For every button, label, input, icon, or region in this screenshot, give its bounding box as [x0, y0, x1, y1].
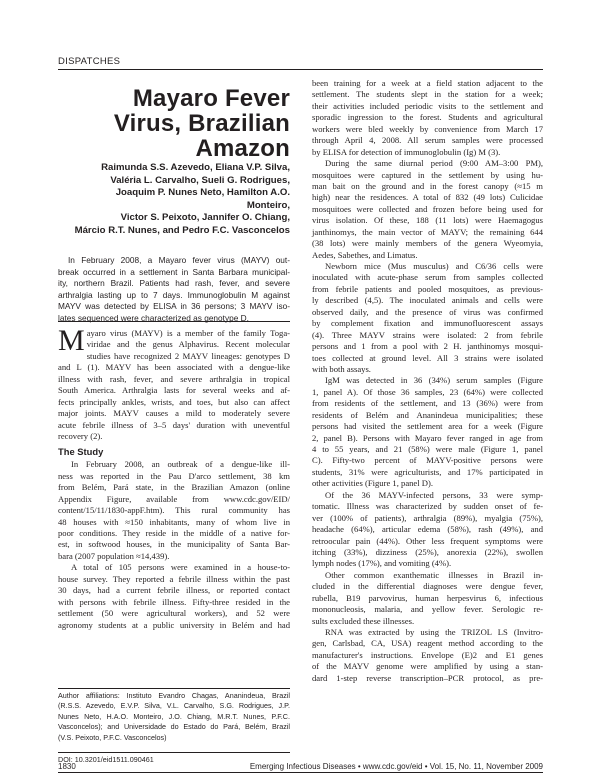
text-line: sults excluded these illnesses.: [312, 615, 415, 626]
text-line: by complement fixation and immunofluorescent assays: [312, 318, 543, 329]
text-line: 30 days, had a current febrile illness, or reported contact: [58, 585, 290, 596]
abstract-line: break occurred in a settlement in Santa Barbara municipal-: [58, 266, 290, 277]
text-line: persons and 1 from a pool with 2 H. janthinomys mosqui-: [312, 341, 543, 352]
paragraph: [312, 375, 543, 489]
text-line: ayaro virus (MAYV) is a member of the family Toga-: [86, 328, 290, 338]
text-line: mosquitoes were collected and frozen before being used for: [312, 203, 543, 214]
title-line: Virus, Brazilian: [113, 110, 290, 137]
drop-cap: M: [58, 324, 85, 357]
text-line: inoculated with acute-phase serum from samples collected: [312, 272, 543, 283]
text-line: their activities included periodic visits to the settlement and: [312, 100, 543, 111]
paragraph: [312, 627, 543, 684]
author-list: [72, 162, 290, 238]
text-line: ness was reported in the Pau D'arco settlement, 38 km: [58, 470, 290, 481]
text-line: lymph nodes (17%), and vomiting (4%).: [312, 558, 452, 569]
text-line: itching (33%), dizziness (25%), anorexia (22%), swollen: [312, 546, 543, 557]
text-line: ver (100% of patients), arthralgia (89%), myalgia (75%),: [312, 512, 543, 523]
text-line: from febrile patients and pooled mosquitoes, as previous-: [312, 283, 543, 294]
doi: DOI: 10.3201/eid1511.090461: [58, 755, 154, 764]
title-line: Mayaro Fever: [132, 85, 290, 112]
text-line: 4 to 55 years, and 21 (58%) were male (Figure 1, panel: [312, 444, 543, 454]
text-line: C). Fifty-two percent of MAYV-positive persons were: [312, 455, 543, 466]
abstract: [58, 255, 290, 324]
abstract-line: arthralgia lasting up to 7 days. Immunoglobulin M against: [58, 289, 290, 300]
paragraph: [312, 78, 543, 158]
text-line: toes collected at ground level. All 3 strains were isolated: [312, 352, 543, 363]
text-line: content/15/11/1830-appF.htm). This rural community has: [58, 505, 290, 516]
left-column: [58, 324, 290, 631]
author-line: Raimunda S.S. Azevedo, Eliana V.P. Silva,: [101, 162, 290, 173]
text-line: est, in softwood houses, in the municipality of Santa Bar-: [58, 539, 290, 550]
text-line: Aedes, Sabethes, and Limatus.: [312, 249, 418, 260]
text-line: tomatic. Illness was characterized by sudden onset of fe-: [312, 501, 543, 512]
text-line: other activities (Figure 1, panel D).: [312, 478, 433, 489]
text-line: observed daily, and the presence of virus was confirmed: [312, 306, 543, 317]
article-title: [60, 86, 290, 161]
affiliation-line: Vasconcelos); and Universidade do Estado do Pará, Belém, Brazil: [58, 722, 290, 732]
text-line: Of the 36 MAYV-infected persons, 33 were symp-: [325, 489, 543, 500]
text-line: acute febrile illness of 3–5 days' duration with uneventful: [58, 419, 290, 430]
text-line: major joints. MAYV causes a mild to moderately severe: [58, 408, 290, 419]
author-line: Márcio R.T. Nunes, and Pedro F.C. Vasconcelos: [74, 224, 290, 236]
text-line: During the same diurnal period (9:00 AM–3:00 PM),: [325, 158, 543, 169]
text-line: studies have recognized 2 MAYV lineages: genotypes D: [86, 350, 290, 361]
footer-journal-info: Emerging Infectious Diseases • www.cdc.gov/eid • Vol. 15, No. 11, November 2009: [249, 762, 543, 771]
paragraph: [312, 490, 543, 570]
text-line: (38 lots) were mainly members of the genera Wyeomyia,: [312, 238, 543, 249]
title-line: Amazon: [195, 135, 290, 162]
text-line: rubella, B19 parvovirus, human herpesvirus 6, infectious: [312, 592, 543, 603]
author-line: Victor S. Peixoto, Jannifer O. Chiang,: [120, 212, 290, 224]
text-line: 1, panel A). Of those 36 samples, 23 (64%) were collected: [312, 386, 543, 397]
text-line: fects principally ankles, wrists, and toes, but also can affect: [58, 396, 290, 407]
text-line: of the MAYV genome were amplified by using a stan-: [312, 661, 543, 672]
intro-paragraph: [58, 324, 290, 442]
text-line: Newborn mice (Mus musculus) and C6/36 cells were: [325, 261, 543, 271]
text-line: settlement (50 were agricultural workers), and 52 were: [58, 608, 290, 619]
text-line: headache (64%), articular edema (58%), rash (49%), and: [312, 524, 543, 535]
text-line: Other common exanthematic illnesses in Brazil in-: [325, 569, 543, 580]
text-line: and L (1). MAYV has been associated with a dengue-like: [58, 362, 290, 373]
text-line: mosquitoes were captured in the settlement by using hu-: [312, 169, 543, 180]
affiliation-rule: [58, 688, 290, 689]
paragraph: [58, 562, 290, 631]
text-line: 48 houses with ≈150 inhabitants, many of whom live in: [58, 516, 290, 527]
author-line: Joaquim P. Nunes Neto, Hamilton A.O. Monteiro,: [115, 187, 290, 211]
section-heading: The Study: [58, 446, 104, 458]
text-line: retroocular pain (44%). Other less frequent symptoms were: [312, 535, 543, 546]
section-label: DISPATCHES: [58, 56, 121, 67]
abstract-rule: [58, 321, 290, 322]
text-line: 2, panel B). Persons with Mayaro fever ranged in age from: [312, 432, 543, 443]
text-line: residents of Belém and Ananindeua municipalities; these: [312, 409, 543, 420]
doi-rule: [58, 752, 290, 753]
text-line: Appendix Figure, available from www.cdc.gov/EID/: [58, 493, 290, 504]
abstract-line: ity, northern Brazil. Patients had rash, fever, and severe: [58, 278, 290, 288]
text-line: through April 4, 2008. All serum samples were processed: [312, 135, 543, 146]
text-line: manufacturer's instructions. Envelope (E)2 and E1 genes: [312, 649, 543, 660]
text-line: ly described (4,5). The inoculated animals and cells were: [312, 295, 543, 306]
text-line: IgM was detected in 36 (34%) serum samples (Figure: [325, 375, 543, 386]
author-line: Valéria L. Carvalho, Sueli G. Rodrigues,: [110, 174, 290, 186]
text-line: from residents of the settlement, and 13 (36%) were from: [312, 398, 543, 409]
text-line: by ELISA for detection of immunoglobulin (Ig) M (3).: [312, 146, 501, 157]
footer-page-number: 1830: [58, 762, 76, 771]
abstract-line: In February 2008, a Mayaro fever virus (MAYV) out-: [68, 255, 290, 265]
text-line: viridae and the genus Alphavirus. Recent molecular: [86, 339, 290, 350]
text-line: cluded in the differential diagnoses were dengue fever,: [312, 581, 543, 592]
text-line: man bait on the ground and in the forest canopy (≈15 m: [312, 180, 543, 191]
text-line: from Belém, Pará state, in the Brazilian Amazon (online: [58, 482, 290, 493]
abstract-line: lates sequenced were characterized as genotype D.: [58, 312, 249, 323]
affiliation-line: (V.S. Peixoto, P.F.C. Vasconcelos): [58, 732, 167, 742]
footer-rule: [58, 772, 543, 773]
text-line: South America. Arthralgia lasts for several weeks and af-: [58, 385, 290, 396]
text-line: dard 1-step reverse transcription–PCR protocol, as pre-: [312, 672, 543, 683]
text-line: house survey. They reported a febrile illness within the past: [58, 573, 290, 584]
affiliation-line: Author affiliations: Instituto Evandro Chagas, Ananindeua, Brazil: [58, 691, 290, 700]
paragraph: [312, 261, 543, 375]
text-line: janthinomys, the main vector of MAYV; the remaining 644: [312, 226, 543, 237]
author-affiliations: [58, 691, 290, 743]
text-line: In February 2008, an outbreak of a dengue-like ill-: [71, 459, 290, 470]
affiliation-line: Nunes Neto, H.A.O. Monteiro, J.O. Chiang, M.R.T. Nunes, P.F.C.: [58, 711, 290, 721]
text-line: virus isolation. Of these, 188 (11 lots) were Haemagogus: [312, 215, 543, 226]
text-line: poor conditions. They reside in the middle of a native for-: [58, 528, 290, 538]
text-line: with persons with febrile illness. Fifty-three resided in the: [58, 596, 290, 607]
top-rule: [58, 69, 543, 70]
text-line: workers were bled weekly by convenience from March 17: [312, 123, 543, 134]
text-line: students, 31% were agriculturists, and 17% participated in: [312, 466, 543, 477]
text-line: illness with rash, fever, and severe arthralgia in tropical: [58, 373, 290, 384]
text-line: sporadic ingression to the forest. Students and agricultural: [312, 112, 543, 123]
affiliation-line: (R.S.S. Azevedo, E.V.P. Silva, V.L. Carvalho, S.G. Rodrigues, J.P.: [58, 701, 290, 711]
text-line: high) near the residences. A total of 832 (49 lots) Culicidae: [312, 192, 543, 203]
paragraph: [312, 570, 543, 627]
text-line: mononucleosis, malaria, and yellow fever. Serologic re-: [312, 604, 543, 615]
text-line: gen, Carlsbad, CA, USA) reagent method according to the: [312, 638, 543, 649]
paragraph: [58, 459, 290, 562]
text-line: RNA was extracted by using the TRIZOL LS (Invitro-: [325, 627, 543, 637]
text-line: with both assays.: [312, 363, 371, 374]
text-line: persons had visited the settlement area for a week (Figure: [312, 421, 543, 432]
abstract-line: MAYV was detected by ELISA in 36 persons; 3 MAYV iso-: [58, 301, 290, 311]
text-line: A total of 105 persons were examined in a house-to-: [71, 562, 290, 573]
text-line: agronomy students at a public university in Belém and had: [58, 619, 290, 630]
text-line: bara (2007 population ≈14,439).: [58, 550, 170, 561]
text-line: settlement. The students slept in the station for a week;: [312, 89, 543, 100]
right-column: [312, 78, 543, 684]
paragraph: [312, 158, 543, 261]
text-line: recovery (2).: [58, 430, 103, 441]
text-line: (4). Three MAYV strains were isolated: 2 from febrile: [312, 329, 543, 340]
text-line: been training for a week at a field station adjacent to the: [312, 78, 543, 88]
